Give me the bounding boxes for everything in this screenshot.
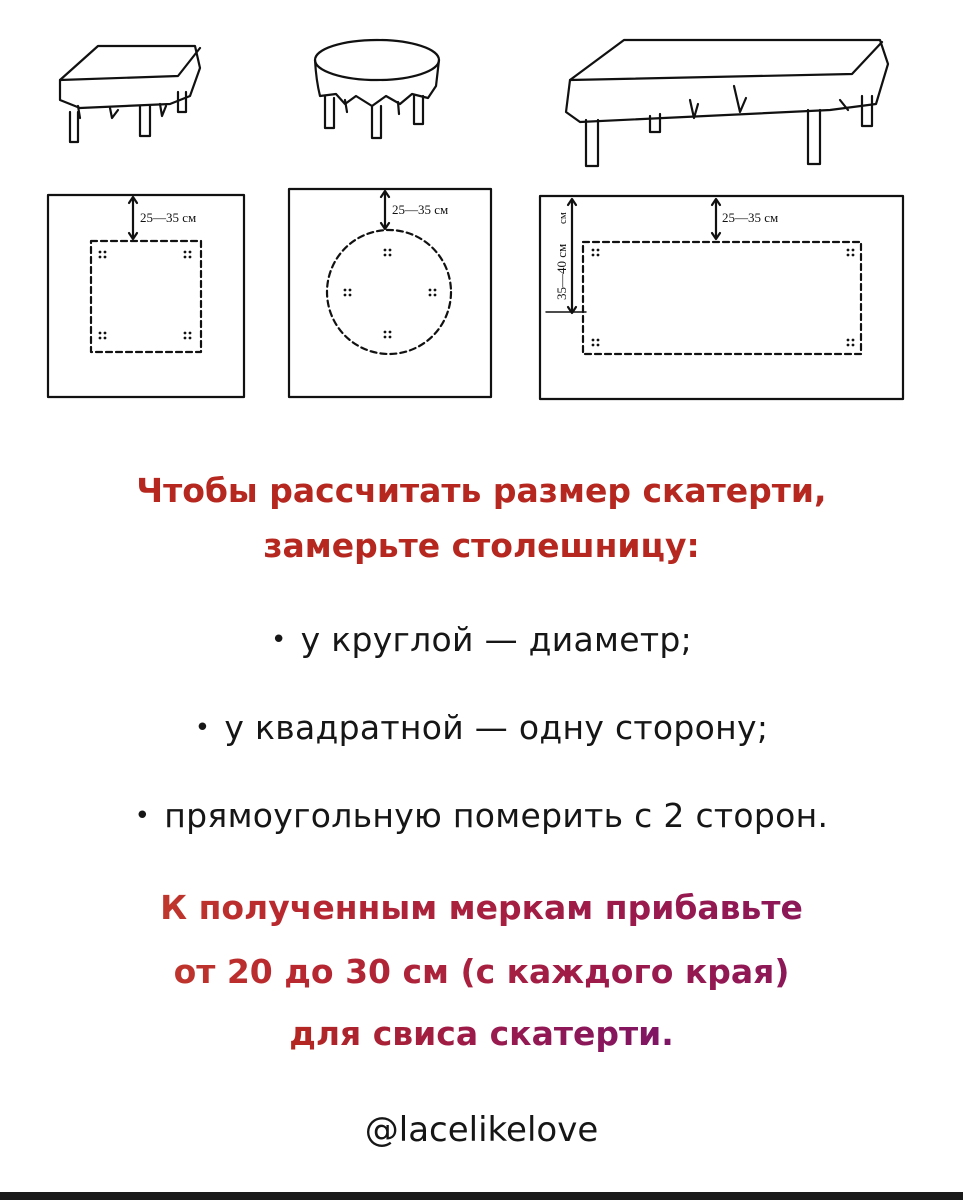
square-drop-label: 25—35 см [140, 210, 197, 225]
bullet-text-round: у круглой — диаметр; [300, 620, 693, 659]
bottom-bar [0, 1192, 963, 1200]
round-plan [289, 189, 491, 397]
conclusion-line-3: для свиса скатерти. [289, 1014, 674, 1053]
round-drop-label: 25—35 см [392, 202, 449, 217]
square-plan [48, 195, 244, 397]
square-table-drawing [60, 46, 200, 142]
rect-corner-marks [592, 249, 855, 347]
conclusion-line-2: от 20 до 30 см (с каждого края) [0, 940, 963, 1004]
list-item [0, 618, 963, 662]
bullet-marker: • [134, 801, 151, 831]
round-leg-marks [344, 249, 437, 339]
bullet-text-square: у квадратной — одну сторону; [224, 708, 769, 747]
list-item [0, 706, 963, 750]
rect-corner-label: см [557, 212, 569, 224]
conclusion-line-1: К полученным меркам прибавьте [0, 876, 963, 940]
rect-drop-label-side: 35—40 см [554, 243, 569, 300]
conclusion-line-3-wrap [0, 1002, 963, 1066]
tablecloth-illustrations [0, 0, 963, 420]
headline-line-1: Чтобы рассчитать размер скатерти, [136, 471, 827, 510]
bullet-text-rect: прямоугольную померить с 2 сторон. [164, 796, 829, 835]
list-item [0, 794, 963, 838]
square-corner-marks [99, 251, 192, 340]
round-table-drawing [315, 40, 439, 138]
bullet-marker: • [194, 713, 211, 743]
bullet-marker: • [270, 625, 287, 655]
rect-drop-label-top: 25—35 см [722, 210, 779, 225]
headline-line-2: замерьте столешницу: [263, 526, 700, 565]
rect-plan [540, 196, 903, 399]
rect-table-drawing [566, 40, 888, 166]
author-handle: @lacelikelove [364, 1110, 599, 1150]
